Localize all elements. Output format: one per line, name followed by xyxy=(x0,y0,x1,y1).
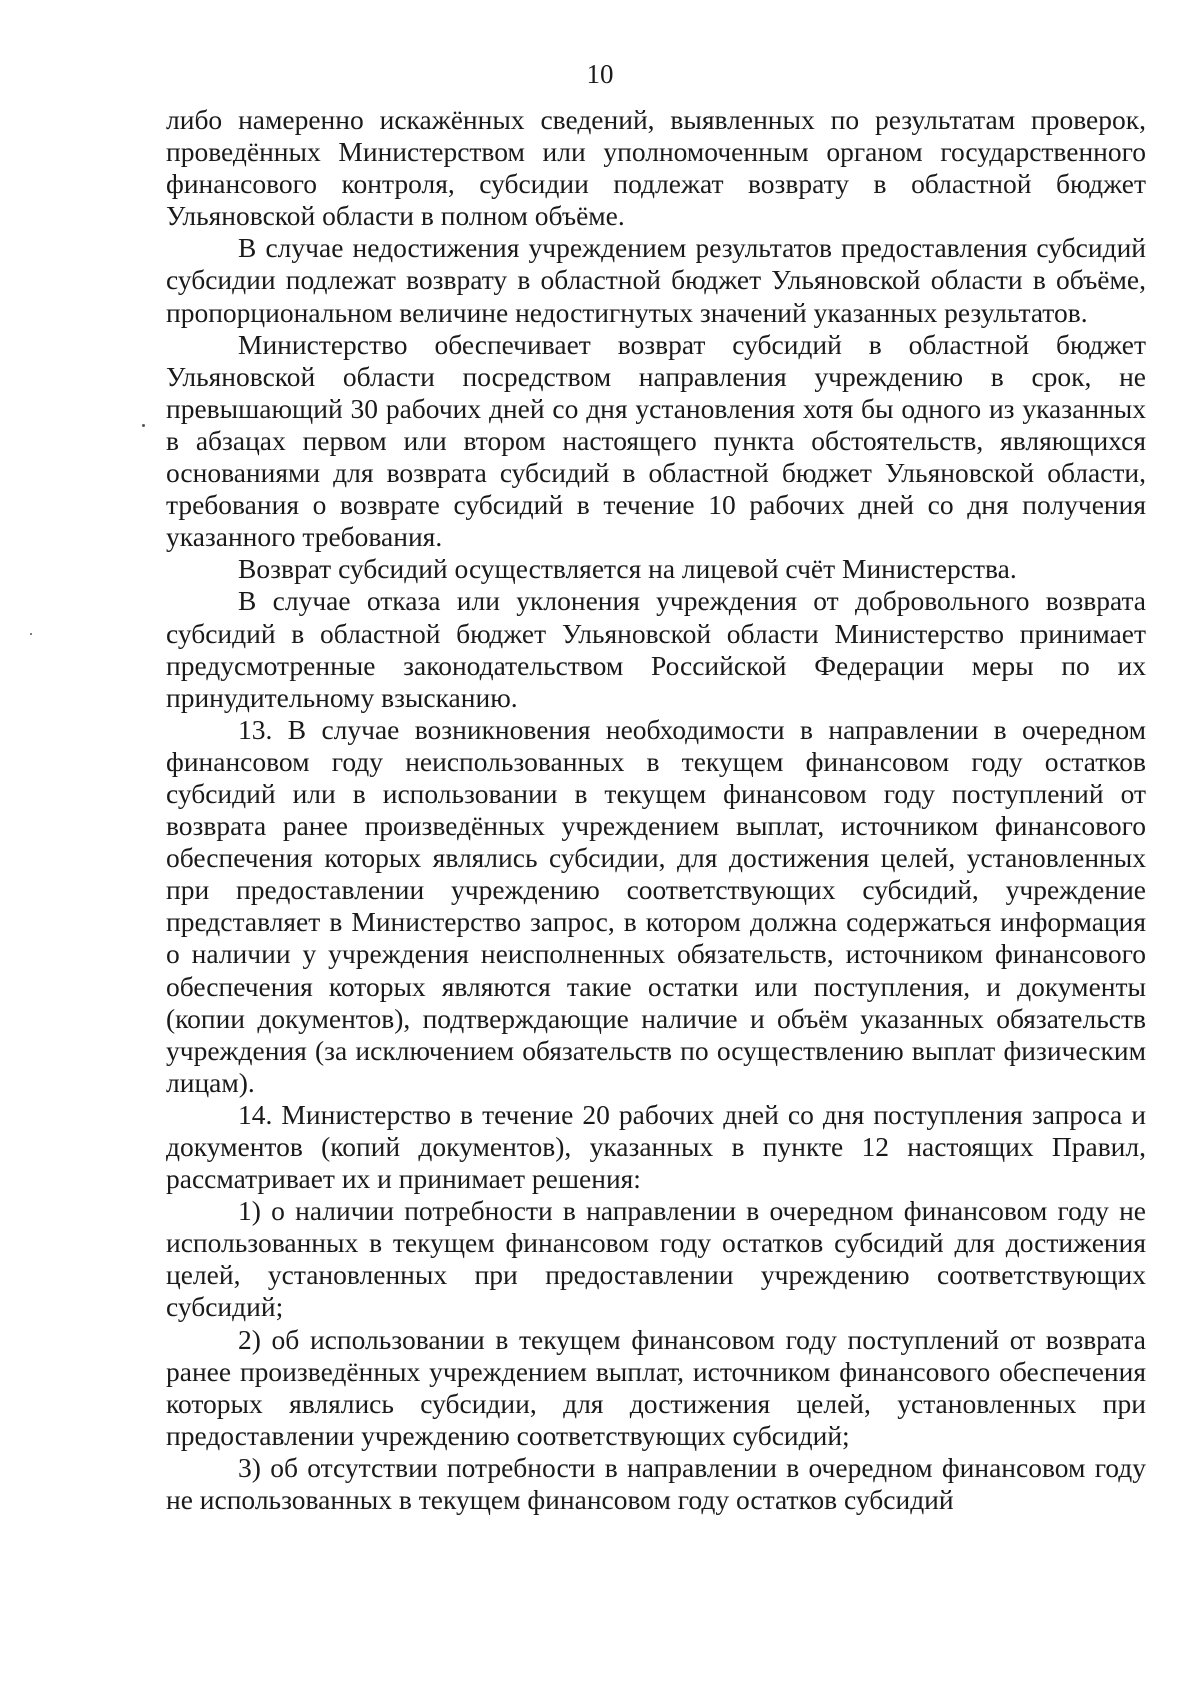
list-item: 3) об отсутствии потребности в направлении в очередном финансовом году не использованных в текущем финансовом году остатков субсидий xyxy=(166,1451,1146,1516)
document-body xyxy=(166,104,1146,1516)
paragraph: 14. Министерство в течение 20 рабочих дней со дня поступления запроса и документов (копий документов), указанных в пункте 12 настоящих Правил, рассматривает их и принимает решения: xyxy=(166,1098,1146,1195)
scan-speck xyxy=(30,633,32,635)
scan-speck xyxy=(142,424,145,427)
list-item: 2) об использовании в текущем финансовом году поступлений от возврата ранее произведённых учреждением выплат, источником финансового обеспечения которых являлись субсидии, для достижения целей, установленных при предоставлении учреждению соответствующих субсидий; xyxy=(166,1323,1146,1451)
paragraph: Министерство обеспечивает возврат субсидий в областной бюджет Ульяновской области посредством направления учреждению в срок, не превышающий 30 рабочих дней со дня установления хотя бы одного из указанных в абзацах первом или втором настоящего пункта обстоятельств, являющихся основаниями для возврата субсидий в областной бюджет Ульяновской области, требования о возврате субсидий в течение 10 рабочих дней со дня получения указанного требования. xyxy=(166,328,1146,553)
paragraph: 13. В случае возникновения необходимости в направлении в очередном финансовом году неиспользованных в текущем финансовом году остатков субсидий или в использовании в текущем финансовом году поступлений от возврата ранее произведённых учреждением выплат, источником финансового обеспечения которых являлись субсидии, для достижения целей, установленных при предоставлении учреждению соответствующих субсидий, учреждение представляет в Министерство запрос, в котором должна содержаться информация о наличии у учреждения неисполненных обязательств, источником финансового обеспечения которых являются такие остатки или поступления, и документы (копии документов), подтверждающие наличие и объём указанных обязательств учреждения (за исключением обязательств по осуществлению выплат физическим лицам). xyxy=(166,713,1146,1098)
paragraph: либо намеренно искажённых сведений, выявленных по результатам проверок, проведённых Министерством или уполномоченным органом государственного финансового контроля, субсидии подлежат возврату в областной бюджет Ульяновской области в полном объёме. xyxy=(166,104,1146,232)
paragraph: В случае недостижения учреждением результатов предоставления субсидий субсидии подлежат возврату в областной бюджет Ульяновской области в объёме, пропорциональном величине недостигнутых значений указанных результатов. xyxy=(166,232,1146,328)
page-number: 10 xyxy=(586,59,614,89)
paragraph: В случае отказа или уклонения учреждения от добровольного возврата субсидий в областной бюджет Ульяновской области Министерство принимает предусмотренные законодательством Российской Федерации меры по их принудительному взысканию. xyxy=(166,585,1146,713)
paragraph: Возврат субсидий осуществляется на лицевой счёт Министерства. xyxy=(238,553,1017,585)
list-item: 1) о наличии потребности в направлении в очередном финансовом году не использованных в текущем финансовом году остатков субсидий для достижения целей, установленных при предоставлении учреждению соответствующих субсидий; xyxy=(166,1195,1146,1323)
